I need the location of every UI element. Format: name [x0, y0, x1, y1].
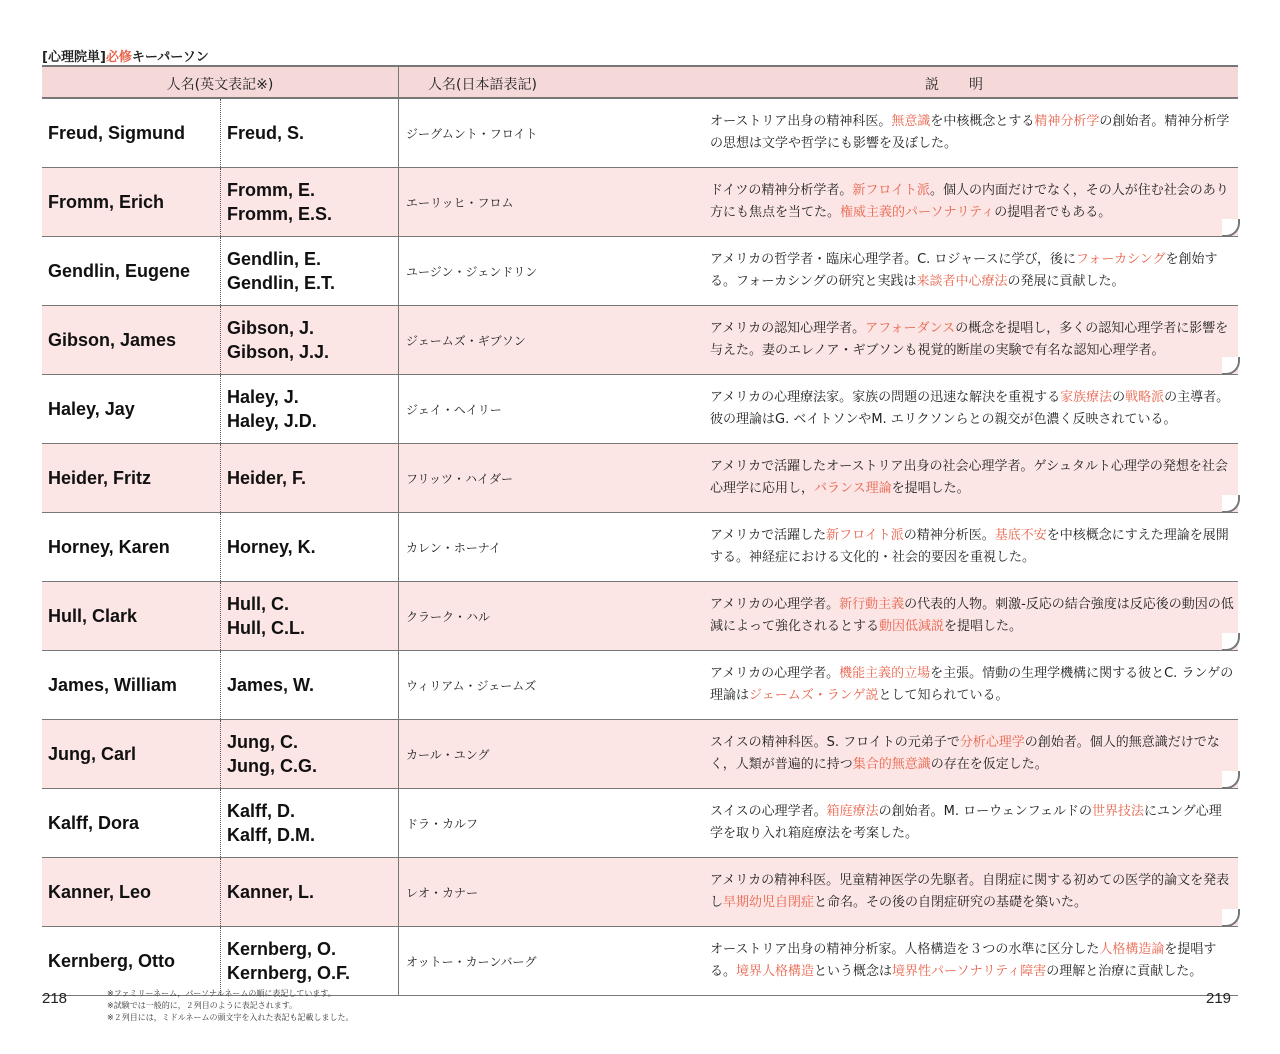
abbreviated-names [227, 858, 397, 926]
key-term: 戦略派 [1125, 390, 1165, 405]
dotted-divider [220, 306, 221, 374]
column-divider [398, 168, 399, 236]
full-name: Freud, Sigmund [48, 122, 185, 143]
full-name: Hull, Clark [48, 605, 138, 626]
description-text [710, 939, 1234, 983]
dotted-divider [220, 858, 221, 926]
column-divider [398, 306, 399, 374]
page-curl-decoration [1222, 909, 1240, 927]
dotted-divider [220, 99, 221, 167]
description-segment: アメリカで活躍したオーストリア出身の社会心理学者。ゲシュタルト心理学の発想を社会心理学に応用し， [710, 459, 1228, 496]
key-term: 家族療法 [1060, 390, 1113, 405]
key-term: 機能主義的立場 [839, 666, 931, 681]
abbreviated-names [227, 582, 397, 650]
footnotes [107, 988, 353, 1024]
description-text [710, 456, 1234, 500]
table-row [42, 306, 1238, 375]
description-segment: 。個人の内面だけでなく，その人が住む社会のあり方にも焦点を当てた。 [710, 183, 1229, 220]
table-body [42, 99, 1238, 996]
footnote: ※ファミリーネーム，パーソナルネームの順に表記しています。 [107, 989, 336, 998]
description-segment: という概念は [814, 964, 893, 979]
abbreviated-names [227, 651, 397, 719]
section-label [42, 46, 209, 65]
table-row [42, 789, 1238, 858]
key-term: 権威主義的パーソナリティ [840, 205, 995, 220]
description-segment: オーストリア出身の精神分析家。人格構造を３つの水準に区分した [710, 942, 1100, 957]
column-divider [398, 375, 399, 443]
abbreviated-name: Kernberg, O. [227, 939, 337, 959]
key-term: 早期幼児自閉症 [723, 895, 815, 910]
description-segment: アメリカで活躍した [710, 528, 827, 543]
description-segment: オーストリア出身の精神科医。 [710, 114, 892, 129]
description-segment: の提唱者でもある。 [994, 205, 1112, 220]
japanese-name: エーリッヒ・フロム [406, 195, 514, 210]
column-divider [398, 513, 399, 581]
dotted-divider [220, 927, 221, 995]
abbreviated-names [227, 375, 397, 443]
full-name: Horney, Karen [48, 536, 170, 557]
key-term: 世界技法 [1091, 804, 1144, 819]
description [710, 168, 1234, 236]
key-term: 精神分析学 [1034, 114, 1100, 129]
table-row [42, 582, 1238, 651]
japanese-name: フリッツ・ハイダー [406, 471, 514, 486]
page-number-right: 219 [1206, 990, 1232, 1007]
description [710, 651, 1234, 719]
description-text [710, 525, 1234, 569]
description-segment: の [1112, 390, 1126, 405]
japanese-name: ユージン・ジェンドリン [406, 264, 538, 279]
key-term: 境界性パーソナリティ障害 [892, 964, 1047, 979]
description [710, 789, 1234, 857]
dotted-divider [220, 168, 221, 236]
abbreviated-names [227, 789, 397, 857]
description-segment: アメリカの哲学者・臨床心理学者。C. ロジャースに学び，後に [710, 252, 1077, 267]
abbreviated-name: Hull, C. [227, 594, 289, 614]
description [710, 513, 1234, 581]
page-curl-decoration [1222, 771, 1240, 789]
japanese-name: カレン・ホーナイ [406, 540, 501, 555]
keyperson-table [42, 65, 1238, 996]
description [710, 927, 1234, 995]
description-segment: を中核概念にすえた理論を展開する。神経症における文化的・社会的要因を重視した。 [710, 528, 1229, 565]
description-text [710, 732, 1234, 776]
key-term: バランス理論 [814, 481, 892, 496]
page-number-left: 218 [42, 990, 68, 1007]
description-segment: を主張。情動の生理学機構に関する彼とC. ランゲの理論は [710, 666, 1234, 703]
key-term: 境界人格構造 [736, 964, 815, 979]
abbreviated-names [227, 513, 397, 581]
key-term: 新フロイト派 [826, 528, 904, 543]
description-segment: の創始者。精神分析学の思想は文学や哲学にも影響を及ぼした。 [710, 114, 1230, 151]
description-segment: アメリカの認知心理学者。 [710, 321, 866, 336]
table-row [42, 927, 1238, 996]
description-segment: の主導者。彼の理論はG. ベイトソンやM. エリクソンらとの親交が色濃く反映されている。 [710, 390, 1230, 427]
table-row [42, 375, 1238, 444]
description-segment: ドイツの精神分析学者。 [710, 183, 853, 198]
key-term: 人格構造論 [1099, 942, 1165, 957]
full-name: Kanner, Leo [48, 881, 152, 902]
abbreviated-names [227, 99, 397, 167]
description-segment: スイスの心理学者。 [710, 804, 827, 819]
japanese-name: ジェイ・ヘイリー [406, 402, 502, 417]
column-divider [398, 237, 399, 305]
description-segment: アメリカの心理学者。 [710, 666, 840, 681]
table-row [42, 444, 1238, 513]
full-name: Heider, Fritz [48, 467, 152, 488]
description-text [710, 870, 1234, 914]
key-term: 新行動主義 [839, 597, 905, 612]
section-accent: 必修 [105, 50, 132, 65]
full-name: Kernberg, Otto [48, 950, 176, 971]
dotted-divider [220, 513, 221, 581]
japanese-name: ドラ・カルフ [406, 816, 479, 831]
japanese-name: オットー・カーンバーグ [406, 954, 537, 969]
full-name: Jung, Carl [48, 743, 137, 764]
description-segment: アメリカの心理学者。 [710, 597, 840, 612]
column-divider [398, 582, 399, 650]
description-segment: を提唱した。 [944, 619, 1023, 634]
column-header-english-name: 人名(英文表記※) [166, 77, 274, 93]
dotted-divider [220, 444, 221, 512]
key-term: 無意識 [891, 114, 931, 129]
description-segment: の理解と治療に貢献した。 [1046, 964, 1203, 979]
section-bracket: [心理院単] [42, 50, 106, 65]
abbreviated-name: Kanner, L. [227, 882, 315, 902]
description [710, 858, 1234, 926]
abbreviated-name: Heider, F. [227, 468, 307, 488]
description-segment: アメリカの心理療法家。家族の問題の迅速な解決を重視する [710, 390, 1061, 405]
key-term: 来談者中心療法 [916, 274, 1008, 289]
column-divider [398, 651, 399, 719]
description [710, 99, 1234, 167]
column-divider [398, 720, 399, 788]
column-header-description: 説明 [925, 77, 1013, 93]
japanese-name: ウィリアム・ジェームズ [406, 678, 537, 693]
description-text [710, 180, 1234, 224]
table-row [42, 237, 1238, 306]
abbreviated-name: Fromm, E. [227, 180, 316, 200]
abbreviated-name: Haley, J.D. [227, 411, 317, 431]
description-segment: を提唱した。 [891, 481, 970, 496]
full-name: Kalff, Dora [48, 812, 140, 833]
full-name: Gendlin, Eugene [48, 260, 191, 281]
description [710, 582, 1234, 650]
description-segment: を中核概念とする [930, 114, 1035, 129]
table-row [42, 720, 1238, 789]
key-term: 動因低減説 [879, 619, 945, 634]
abbreviated-name: Fromm, E.S. [227, 204, 333, 224]
column-divider [398, 99, 399, 167]
key-term: フォーカシング [1076, 252, 1166, 267]
abbreviated-name: Freud, S. [227, 123, 305, 143]
key-term: 新フロイト派 [852, 183, 930, 198]
full-name: James, William [48, 674, 177, 695]
key-term: アフォーダンス [865, 321, 956, 336]
abbreviated-name: Gibson, J.J. [227, 342, 330, 362]
key-term: ジェームズ・ランゲ説 [749, 688, 879, 703]
footnote: ※２列目には，ミドルネームの頭文字を入れた表記も記載しました。 [107, 1013, 354, 1022]
description-text [710, 594, 1234, 638]
footnote: ※試験では一般的に，２列目のように表記されます。 [107, 1001, 298, 1010]
description [710, 720, 1234, 788]
description-segment: として知られている。 [878, 688, 1009, 703]
page-curl-decoration [1222, 219, 1240, 237]
abbreviated-name: Kalff, D.M. [227, 825, 315, 845]
table-row [42, 99, 1238, 168]
description-text [710, 111, 1234, 155]
description [710, 375, 1234, 443]
description-segment: の創始者。個人的無意識だけでなく，人類が普遍的に持つ [710, 735, 1220, 772]
description [710, 237, 1234, 305]
description [710, 306, 1234, 374]
table-header [42, 67, 1238, 99]
description-text [710, 387, 1234, 431]
key-term: 分析心理学 [959, 735, 1025, 750]
column-divider [398, 858, 399, 926]
full-name: Fromm, Erich [48, 191, 165, 212]
description-segment: の代表的人物。刺激-反応の結合強度は反応後の動因の低減によって強化されるとする [710, 597, 1234, 634]
abbreviated-name: Hull, C.L. [227, 618, 305, 638]
column-divider [398, 444, 399, 512]
description-segment: を提唱する。 [710, 942, 1217, 979]
dotted-divider [220, 720, 221, 788]
column-divider [398, 67, 399, 97]
description-text [710, 663, 1234, 707]
abbreviated-name: Gendlin, E. [227, 249, 322, 269]
description-segment: の存在を仮定した。 [930, 757, 1048, 772]
description-segment: スイスの精神科医。S. フロイトの元弟子で [710, 735, 960, 750]
section-title: キーパーソン [131, 50, 209, 65]
abbreviated-name: Jung, C. [227, 732, 298, 752]
abbreviated-name: Horney, K. [227, 537, 316, 557]
table-row [42, 168, 1238, 237]
page-curl-decoration [1222, 495, 1240, 513]
description-segment: と命名。その後の自閉症研究の基礎を築いた。 [814, 895, 1088, 910]
description-text [710, 249, 1234, 293]
dotted-divider [220, 237, 221, 305]
japanese-name: クラーク・ハル [406, 609, 491, 624]
abbreviated-names [227, 444, 397, 512]
dotted-divider [220, 651, 221, 719]
table-row [42, 513, 1238, 582]
description-segment: の概念を提唱し，多くの認知心理学者に影響を与えた。妻のエレノア・ギブソンも視覚的断崖の実験で有名な認知心理学者。 [710, 321, 1229, 358]
japanese-name: ジーグムント・フロイト [406, 126, 538, 141]
table-row [42, 651, 1238, 720]
description [710, 444, 1234, 512]
abbreviated-name: Gibson, J. [227, 318, 315, 338]
abbreviated-name: James, W. [227, 675, 315, 695]
key-term: 集合的無意識 [852, 757, 931, 772]
abbreviated-name: Kernberg, O.F. [227, 963, 351, 983]
abbreviated-name: Jung, C.G. [227, 756, 317, 776]
table-row [42, 858, 1238, 927]
description-segment: の発展に貢献した。 [1007, 274, 1125, 289]
japanese-name: レオ・カナー [406, 885, 479, 900]
column-divider [398, 927, 399, 995]
key-term: 基底不安 [994, 528, 1047, 543]
description-text [710, 318, 1234, 362]
description-segment: にユング心理学を取り入れ箱庭療法を考案した。 [710, 804, 1222, 841]
column-header-japanese-name: 人名(日本語表記) [428, 77, 537, 93]
dotted-divider [220, 375, 221, 443]
abbreviated-names [227, 927, 397, 995]
description-segment: を創始する。フォーカシングの研究と実践は [710, 252, 1218, 289]
page-curl-decoration [1222, 357, 1240, 375]
description-segment: アメリカの精神科医。児童精神医学の先駆者。自閉症に関する初めての医学的論文を発表し [710, 873, 1230, 910]
abbreviated-name: Haley, J. [227, 387, 299, 407]
dotted-divider [220, 789, 221, 857]
full-name: Haley, Jay [48, 398, 135, 419]
abbreviated-names [227, 237, 397, 305]
abbreviated-names [227, 720, 397, 788]
abbreviated-name: Gendlin, E.T. [227, 273, 336, 293]
description-text [710, 801, 1234, 845]
abbreviated-names [227, 168, 397, 236]
abbreviated-name: Kalff, D. [227, 801, 296, 821]
dotted-divider [220, 582, 221, 650]
column-divider [398, 789, 399, 857]
full-name: Gibson, James [48, 329, 177, 350]
description-segment: の精神分析医。 [903, 528, 995, 543]
japanese-name: ジェームズ・ギブソン [406, 333, 526, 348]
description-segment: の創始者。M. ローウェンフェルドの [878, 804, 1092, 819]
abbreviated-names [227, 306, 397, 374]
page-curl-decoration [1222, 633, 1240, 651]
key-term: 箱庭療法 [826, 804, 879, 819]
japanese-name: カール・ユング [406, 747, 490, 762]
